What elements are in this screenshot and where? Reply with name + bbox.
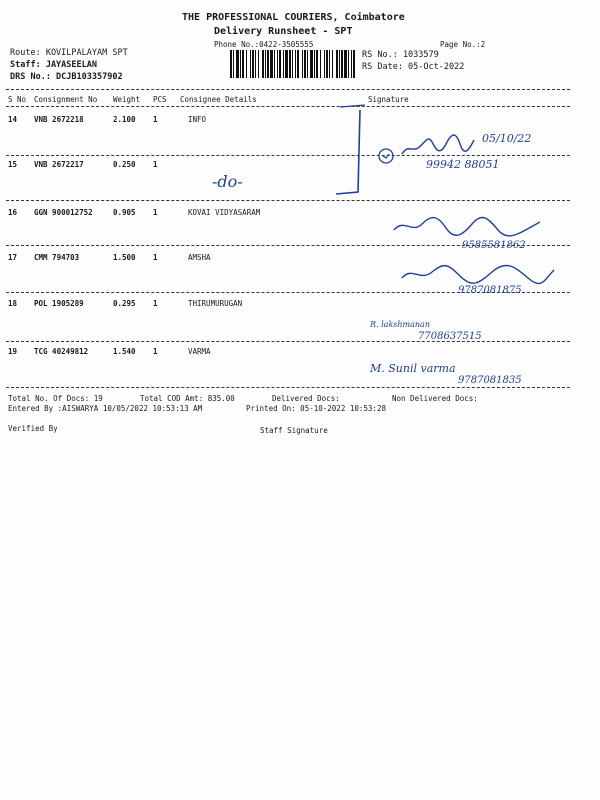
ink-signature-17 bbox=[398, 262, 558, 286]
ink-signature-14 bbox=[398, 126, 478, 160]
signature-row16-phone: 9585581862 bbox=[462, 240, 526, 251]
total-cod: Total COD Amt: 835.00 bbox=[140, 394, 235, 403]
col-weight: Weight bbox=[113, 95, 141, 104]
col-consignee: Consignee Details bbox=[180, 95, 257, 104]
row-sno: 15 bbox=[8, 160, 18, 169]
row-consignee: AMSHA bbox=[188, 253, 211, 262]
row-pcs: 1 bbox=[153, 208, 158, 217]
row-consignment: POL 1905289 bbox=[34, 299, 84, 308]
barcode-bar bbox=[353, 50, 355, 78]
ink-circle-mark bbox=[376, 146, 396, 166]
row-pcs: 1 bbox=[153, 253, 158, 262]
printed-on: Printed On: 05-10-2022 10:53:28 bbox=[246, 404, 386, 413]
entered-by: Entered By :AISWARYA 10/05/2022 10:53:13 AM bbox=[8, 404, 203, 413]
company-title: THE PROFESSIONAL COURIERS, Coimbatore bbox=[182, 12, 405, 23]
row-pcs: 1 bbox=[153, 299, 158, 308]
row-weight: 0.905 bbox=[113, 208, 136, 217]
row-pcs: 1 bbox=[153, 347, 158, 356]
row-sno: 17 bbox=[8, 253, 18, 262]
row-consignment: CMM 794703 bbox=[34, 253, 80, 262]
row-weight: 1.540 bbox=[113, 347, 136, 356]
table-header-rule bbox=[6, 106, 570, 107]
signature-row14-date: 05/10/22 bbox=[482, 132, 532, 145]
row-sno: 16 bbox=[8, 208, 18, 217]
verified-by: Verified By bbox=[8, 424, 58, 433]
ditto-mark: -do- bbox=[212, 172, 243, 191]
total-docs: Total No. Of Docs: 19 bbox=[8, 394, 103, 403]
row-pcs: 1 bbox=[153, 115, 158, 124]
drs-number: DRS No.: DCJB103357902 bbox=[10, 72, 123, 82]
barcode bbox=[230, 50, 356, 78]
delivered-docs: Delivered Docs: bbox=[272, 394, 340, 403]
ink-signature-16 bbox=[390, 212, 550, 240]
row-divider bbox=[6, 341, 570, 342]
signature-row19-name: M. Sunil varma bbox=[370, 362, 456, 375]
signature-row19-phone: 9787081835 bbox=[458, 375, 522, 386]
col-pcs: PCS bbox=[153, 95, 167, 104]
col-consignment: Consignment No bbox=[34, 95, 98, 104]
row-sno: 19 bbox=[8, 347, 18, 356]
row-divider bbox=[6, 155, 570, 156]
ink-ditto-line bbox=[320, 104, 380, 200]
rs-date: RS Date: 05-Oct-2022 bbox=[362, 62, 465, 72]
row-divider bbox=[6, 200, 570, 201]
signature-row14-phone: 99942 88051 bbox=[426, 158, 500, 171]
table-top-rule bbox=[6, 89, 570, 90]
row-weight: 0.250 bbox=[113, 160, 136, 169]
rs-number: RS No.: 1033579 bbox=[362, 50, 439, 60]
row-consignment: VNB 2672218 bbox=[34, 115, 84, 124]
page-number: Page No.:2 bbox=[440, 40, 486, 49]
staff-signature: Staff Signature bbox=[260, 426, 328, 435]
signature-row17-phone: 9787081875 bbox=[458, 285, 522, 296]
signature-row18-phone: 7708637515 bbox=[418, 331, 482, 342]
row-consignee: VARMA bbox=[188, 347, 211, 356]
row-consignee: INFO bbox=[188, 115, 207, 124]
row-consignee: THIRUMURUGAN bbox=[188, 299, 243, 308]
row-consignment: TCG 40249812 bbox=[34, 347, 89, 356]
col-signature: Signature bbox=[368, 95, 409, 104]
runsheet-subtitle: Delivery Runsheet - SPT bbox=[214, 26, 353, 37]
signature-row18-name: R. lakshmanan bbox=[370, 320, 430, 329]
table-bottom-rule bbox=[6, 387, 570, 388]
row-weight: 2.100 bbox=[113, 115, 136, 124]
row-sno: 14 bbox=[8, 115, 18, 124]
row-consignment: VNB 2672217 bbox=[34, 160, 84, 169]
col-sno: S No bbox=[8, 95, 27, 104]
row-sno: 18 bbox=[8, 299, 18, 308]
row-pcs: 1 bbox=[153, 160, 158, 169]
row-weight: 0.295 bbox=[113, 299, 136, 308]
staff-label: Staff: JAYASEELAN bbox=[10, 60, 97, 70]
non-delivered-docs: Non Delivered Docs: bbox=[392, 394, 478, 403]
row-consignment: GGN 900012752 bbox=[34, 208, 93, 217]
route-label: Route: KOVILPALAYAM SPT bbox=[10, 48, 128, 58]
row-weight: 1.500 bbox=[113, 253, 136, 262]
row-consignee: KOVAI VIDYASARAM bbox=[188, 208, 261, 217]
phone-number: Phone No.:0422-3505555 bbox=[214, 40, 314, 49]
